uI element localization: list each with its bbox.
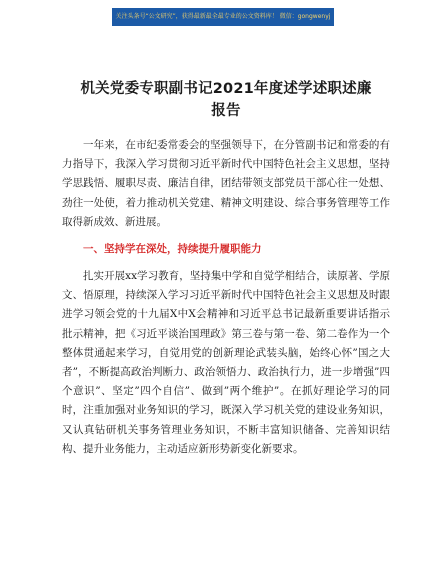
document-title-line-2: 报告 bbox=[211, 103, 241, 119]
intro-paragraph: 一年来，在市纪委常委会的坚强领导下，在分管副书记和常委的有力指导下，我深入学习贯彻习近平新时代中国特色社会主义思想，坚持学思践悟、履职尽责、廉洁自律，团结带领支部党员干部心往一处想、劲往一处使，着力推动机关党建、精神文明建设、综合事务管理等工作取得新成效、新进展。 bbox=[62, 139, 390, 228]
section-1-heading: 一、坚持学在深处，持续提升履职能力 bbox=[83, 243, 262, 256]
document-body bbox=[62, 78, 390, 459]
document-title bbox=[62, 78, 390, 122]
top-promo-banner bbox=[112, 8, 334, 26]
document-title-line-1: 机关党委专职副书记2021年度述学述职述廉 bbox=[80, 81, 372, 97]
section-1-paragraph: 扎实开展xx学习教育，坚持集中学和自觉学相结合，读原著、学原文、悟原理，持续深入学习习近平新时代中国特色社会主义思想及时跟进学习领会党的十九届X中X会精神和习近平总书记最新重要讲话指示批示精神，把《习近平谈治国理政》第三卷与第一卷、第二卷作为一个整体贯通起来学习，自觉用党的创新理论武装头脑，始终心怀”国之大者”，不断提高政治判断力、政治领悟力、政治执行力，进一步增强”四个意识”、坚定”四个自信”、做到”两个维护”。在抓好理论学习的同时，注重加强对业务知识的学习，既深入学习机关党的建设业务知识，又认真钻研机关事务管理业务知识，不断丰富知识储备、完善知识结构、提升业务能力，主动适应新形势新变化新要求。 bbox=[62, 270, 390, 455]
promo-banner-text: 关注头条号“公文研究”，获得最新最全最专业的公文资料库！ 微信：gongwenyj bbox=[115, 13, 331, 20]
